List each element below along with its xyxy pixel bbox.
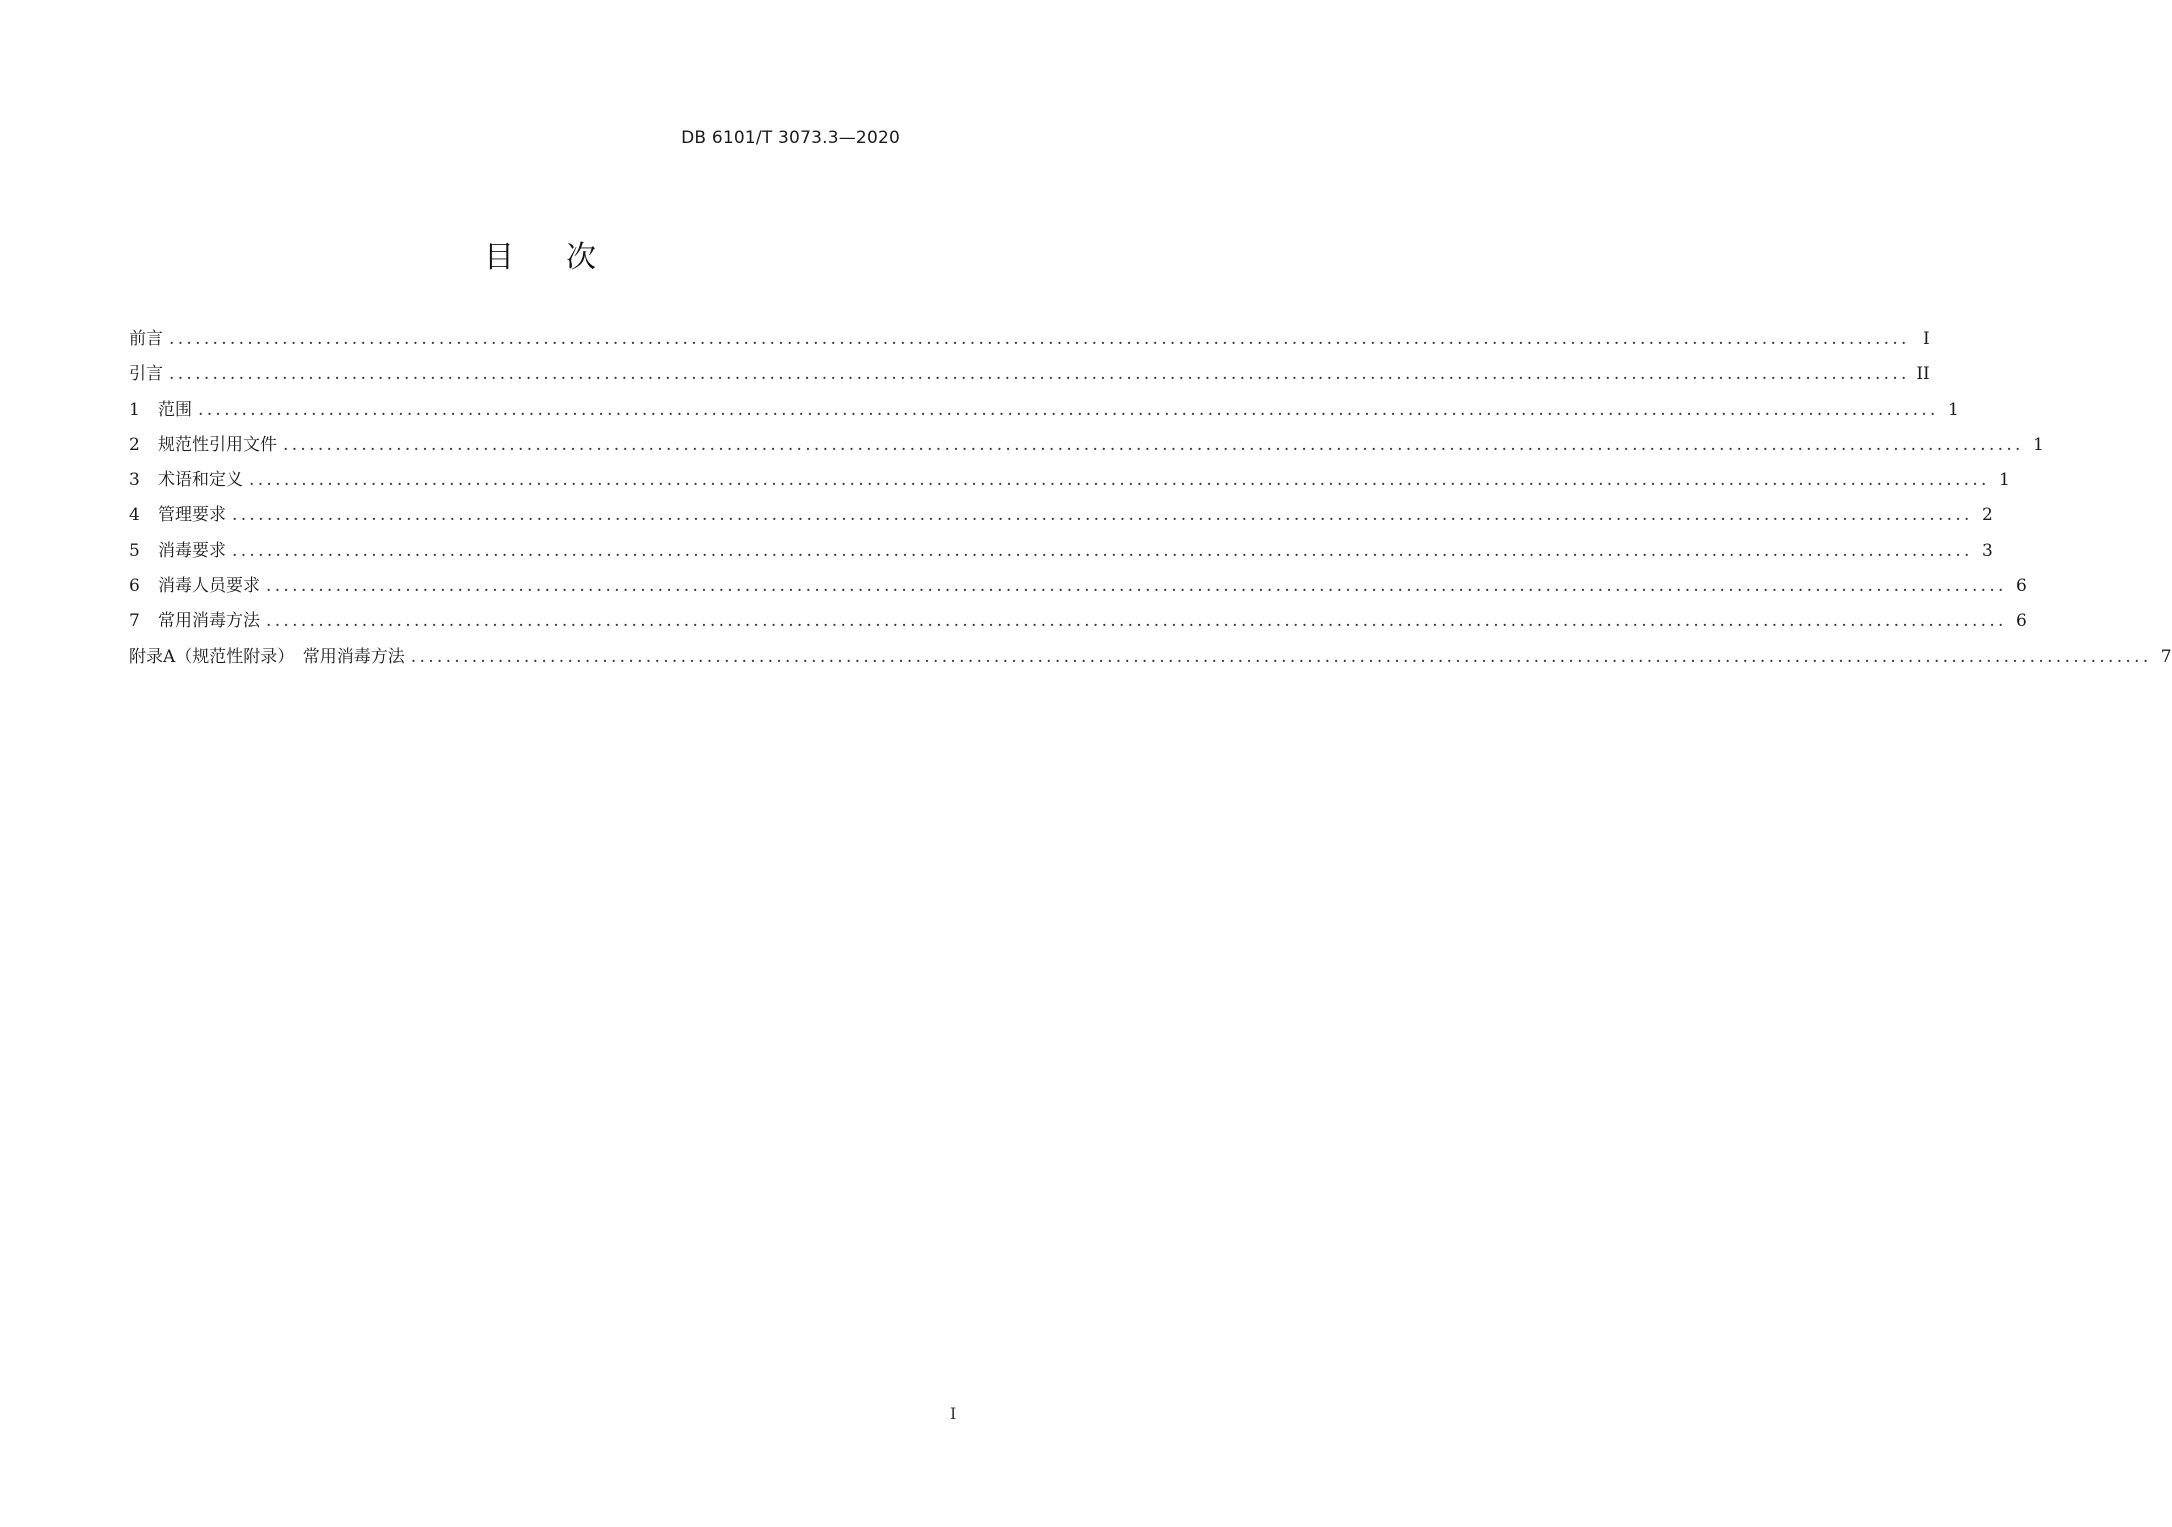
toc-entry-number: 6 (129, 576, 140, 597)
toc-entry-personnel-requirements[interactable] (129, 569, 2027, 604)
toc-entry-page: 7 (2160, 646, 2172, 667)
document-code: DB 6101/T 3073.3—2020 (681, 128, 900, 148)
toc-dot-leader: ........................................................................................................................................................................................................ (169, 364, 1910, 385)
toc-entry-page: 1 (1947, 399, 1959, 420)
toc-entry-page: 2 (1981, 505, 1993, 526)
toc-dot-leader: ........................................................................................................................................................................................................ (232, 505, 1973, 526)
toc-dot-leader: ........................................................................................................................................................................................................ (232, 540, 1973, 561)
toc-entry-number: 1 (129, 399, 140, 420)
toc-entry-page: 3 (1981, 540, 1993, 561)
page-number: I (950, 1404, 957, 1423)
toc-entry-label: 管理要求 (158, 505, 226, 526)
page-title: 目次 (484, 240, 648, 275)
toc-entry-page: 1 (1998, 470, 2010, 491)
toc-dot-leader: ........................................................................................................................................................................................................ (169, 329, 1910, 349)
toc-entry-page: 6 (2015, 611, 2027, 632)
toc-entry-disinfection-requirements[interactable] (129, 534, 1993, 569)
toc-entry-disinfection-methods[interactable] (129, 604, 2027, 639)
toc-entry-number: 2 (129, 434, 140, 455)
toc-entry-label: 消毒人员要求 (158, 576, 260, 597)
toc-dot-leader: ........................................................................................................................................................................................................ (266, 576, 2007, 597)
toc-entry-foreword[interactable] (129, 322, 1930, 357)
toc-entry-management-requirements[interactable] (129, 498, 1993, 533)
toc-dot-leader: ........................................................................................................................................................................................................ (410, 646, 2152, 667)
toc-entry-normative-references[interactable] (129, 428, 2044, 463)
toc-entry-number: 4 (129, 505, 140, 526)
toc-entry-terms-definitions[interactable] (129, 463, 2010, 498)
toc-dot-leader: ........................................................................................................................................................................................................ (266, 611, 2007, 632)
toc-entry-label: 规范性引用文件 (158, 434, 277, 455)
toc-entry-page: I (1923, 329, 1930, 349)
toc-entry-number: 7 (129, 611, 140, 632)
toc-entry-label: 常用消毒方法 (158, 611, 260, 632)
toc-entry-number: 3 (129, 470, 140, 491)
toc-dot-leader: ........................................................................................................................................................................................................ (249, 470, 1990, 491)
toc-entry-label: 消毒要求 (158, 540, 226, 561)
toc-entry-introduction[interactable] (129, 357, 1930, 392)
toc-entry-label: 范围 (158, 399, 192, 420)
toc-entry-appendix-a[interactable] (129, 640, 2172, 675)
toc-dot-leader: ........................................................................................................................................................................................................ (283, 434, 2024, 455)
toc-entry-page: 1 (2032, 434, 2044, 455)
toc-entry-label: 引言 (129, 364, 163, 385)
toc-entry-label: 前言 (129, 329, 163, 349)
toc-dot-leader: ........................................................................................................................................................................................................ (198, 399, 1939, 420)
toc-entry-page: II (1916, 364, 1930, 385)
table-of-contents (129, 322, 2172, 675)
toc-entry-page: 6 (2015, 576, 2027, 597)
toc-entry-label: 术语和定义 (158, 470, 243, 491)
toc-entry-label: 附录A（规范性附录） 常用消毒方法 (129, 646, 405, 667)
toc-entry-number: 5 (129, 540, 140, 561)
toc-entry-scope[interactable] (129, 393, 1959, 428)
